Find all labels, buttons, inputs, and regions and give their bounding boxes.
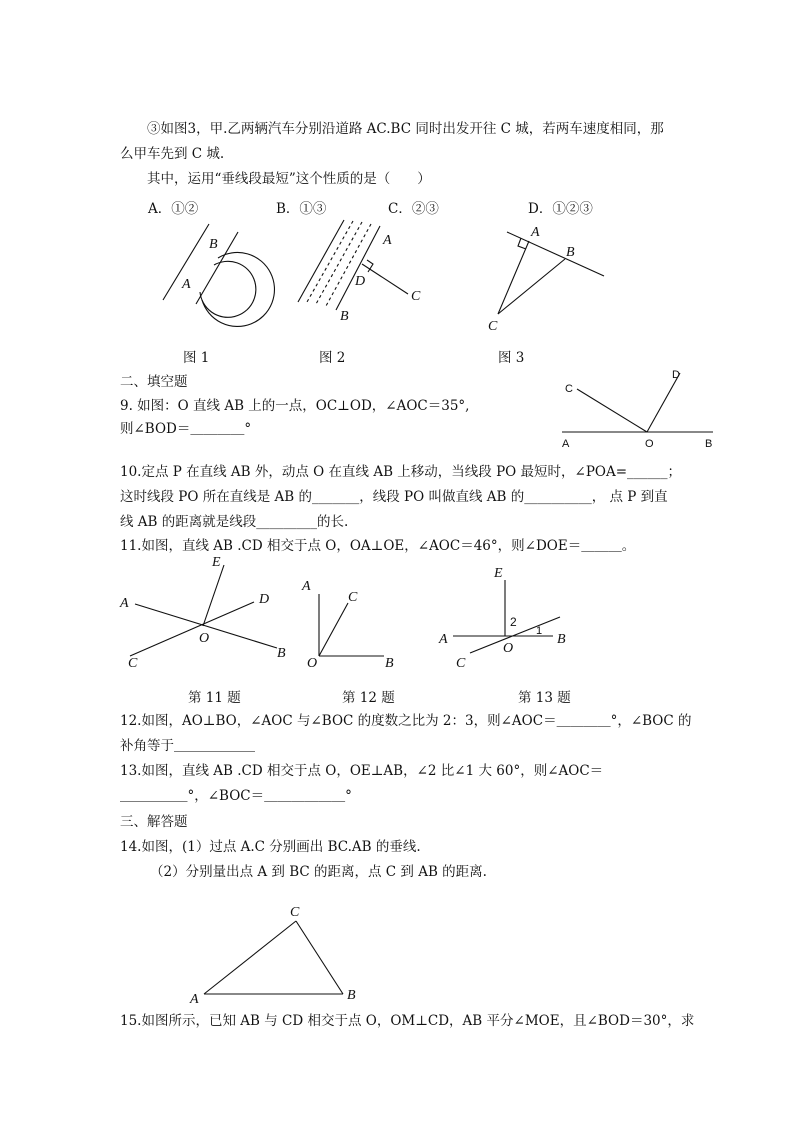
caption-q11: 第 11 题 [188, 690, 241, 706]
q12-label-b: B [385, 656, 394, 671]
q10-line1: 10.定点 P 在直线 AB 外，动点 O 在直线 AB 上移动，当线段 PO 最短时，∠POA=______； [120, 464, 682, 480]
section2-title: 二、填空题 [120, 374, 188, 390]
figure-q11 [119, 555, 286, 671]
q3-line1: ③如图3，甲.乙两辆汽车分别沿道路 AC.BC 同时出发开往 C 城，若两车速度相同，那 [147, 121, 664, 137]
figure-q12 [301, 579, 394, 671]
q13-label-c: C [456, 656, 466, 671]
q13-label-2: 2 [510, 615, 517, 629]
fig1-label-a: A [182, 277, 191, 292]
q9-line2: 则∠BOD＝＿＿＿＿° [120, 421, 252, 437]
fig2-label-c: C [411, 289, 421, 304]
q9-label-a: A [562, 438, 570, 450]
q11-label-b: B [277, 646, 286, 661]
figure-3 [488, 225, 604, 334]
q14-line2: （2）分别量出点 A 到 BC 的距离，点 C 到 AB 的距离. [150, 864, 487, 880]
q13-label-1: 1 [536, 625, 543, 637]
q11-label-a: A [120, 596, 129, 611]
q9-line1: 9. 如图：O 直线 AB 上的一点，OC⊥OD，∠AOC＝35°, [120, 398, 470, 414]
q10-line3: 线 AB 的距离就是线段_________的长. [120, 514, 349, 530]
q14-label-b: B [347, 988, 356, 1003]
q14-label-a: A [190, 992, 199, 1007]
q12-label-o: O [307, 656, 318, 671]
q15-line1: 15.如图所示，已知 AB 与 CD 相交于点 O，OM⊥CD，AB 平分∠MOE，且∠BOD＝30°，求 [120, 1013, 695, 1029]
fig2-label-b: B [340, 309, 349, 324]
fig2-label-a: A [383, 233, 392, 248]
q13-label-b: B [557, 632, 566, 647]
q12-label-c: C [348, 590, 358, 605]
fig3-label-a: A [531, 225, 540, 240]
q9-label-d: D [672, 369, 680, 381]
q13-line1: 13.如图，直线 AB .CD 相交于点 O，OE⊥AB，∠2 比∠1 大 60°，则∠AOC＝ [120, 763, 604, 779]
q13-label-a: A [439, 632, 448, 647]
q3-line2: 么甲车先到 C 城. [120, 146, 225, 162]
q11-label-o: O [199, 631, 210, 646]
option-a: A．①② [148, 201, 199, 217]
q13-label-o: O [503, 641, 514, 656]
q13-label-e: E [494, 566, 503, 581]
q12-line1: 12.如图，AO⊥BO，∠AOC 与∠BOC 的度数之比为 2：3，则∠AOC＝＿＿＿＿°，∠BOC 的 [120, 713, 692, 729]
caption-q13: 第 13 题 [518, 690, 571, 706]
figure-q14 [189, 905, 356, 1007]
option-d: D．①②③ [528, 201, 593, 217]
q11-line1: 11.如图，直线 AB .CD 相交于点 O，OA⊥OE，∠AOC＝46°，则∠DOE＝＿＿＿。 [120, 538, 636, 554]
caption-q12: 第 12 题 [342, 690, 395, 706]
q9-label-b: B [705, 438, 713, 450]
q9-label-c: C [565, 383, 573, 395]
fig3-label-c: C [488, 319, 498, 334]
fig2-label-d: D [355, 274, 366, 289]
q12-label-a: A [302, 579, 311, 594]
q14-label-c: C [290, 905, 300, 920]
q11-label-e: E [212, 555, 221, 570]
fig3-label-b: B [566, 245, 575, 260]
fig1-label-b: B [209, 237, 218, 252]
figure-1 [163, 224, 274, 326]
q10-line2: 这时线段 PO 所在直线是 AB 的_______，线段 PO 叫做直线 AB 的__________， 点 P 到直 [120, 489, 668, 505]
caption-fig3: 图 3 [498, 350, 525, 366]
q14-line1: 14.如图，(1）过点 A.C 分别画出 BC.AB 的垂线. [120, 839, 421, 855]
section3-title: 三、解答题 [120, 814, 188, 830]
figure-q13 [438, 566, 566, 671]
figure-2 [298, 220, 421, 324]
figure-q9 [562, 369, 713, 450]
q9-label-o: O [645, 438, 654, 450]
option-b: B．①③ [276, 201, 327, 217]
q11-label-d: D [259, 592, 270, 607]
caption-fig1: 图 1 [183, 350, 210, 366]
caption-fig2: 图 2 [319, 350, 346, 366]
q3-line3: 其中，运用“垂线段最短”这个性质的是（ ） [147, 171, 431, 187]
q11-label-c: C [128, 656, 138, 671]
option-c: C．②③ [388, 201, 439, 217]
q12-line2: 补角等于＿＿＿＿＿＿ [120, 738, 255, 754]
q13-line2: ＿＿＿＿＿°，∠BOC＝＿＿＿＿＿＿° [120, 788, 352, 804]
